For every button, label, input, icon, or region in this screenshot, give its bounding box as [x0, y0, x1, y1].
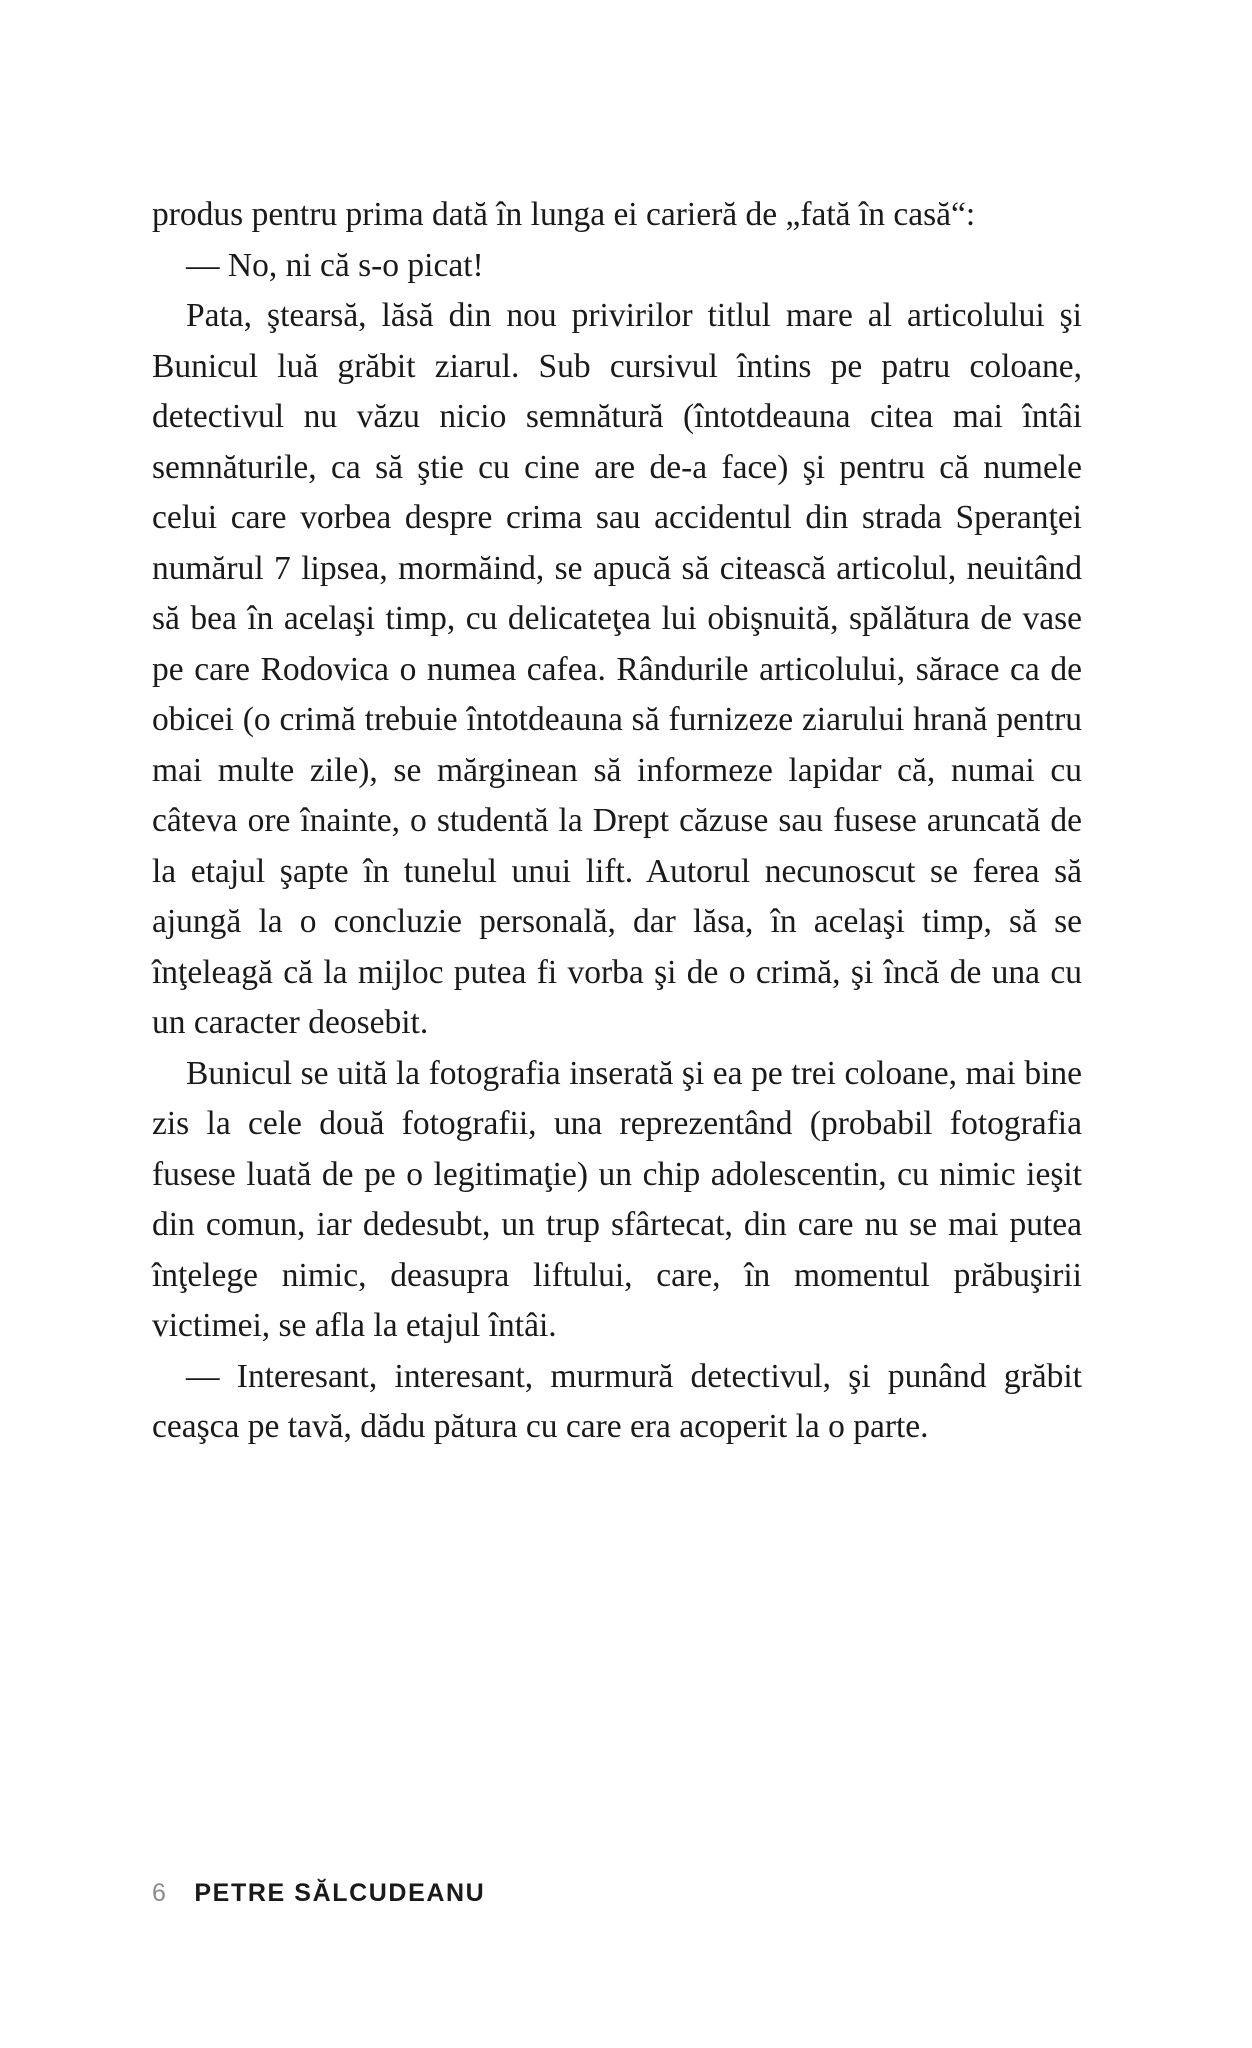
- paragraph: produs pentru prima dată în lunga ei carieră de „fată în casă“:: [152, 196, 976, 233]
- paragraph: Pata, ştearsă, lăsă din nou privirilor titlul mare al articolului şi Bunicul luă grăbit ziarul. Sub cursivul întins pe patru coloane, detectivul nu văzu nicio semnătură (întotdeauna citea mai întâi semnăturile, ca să ştie cu cine are de-a face) şi pentru că numele celui care vorbea despre crima sau accidentul din strada Speranţei numărul 7 lipsea, mormăind, se apucă să citească articolul, neuitând să bea în acelaşi timp, cu delicateţea lui obişnuită, spălătura de vase pe care Rodovica o numea cafea. Rândurile articolului, sărace ca de obicei (o crimă trebuie întotdeauna să furnizeze ziarului hrană pentru mai multe zile), se mărginean să informeze lapidar că, numai cu câteva ore înainte, o studentă la Drept căzuse sau fusese aruncată de la etajul şapte în tunelul unui lift. Autorul necunoscut se ferea să ajungă la o concluzie personală, dar lăsa, în acelaşi timp, să se înţeleagă că la mijloc putea fi vorba şi de o crimă, şi încă de una cu un caracter deosebit.: [152, 297, 1082, 1041]
- paragraph: Bunicul se uită la fotografia inserată şi ea pe trei coloane, mai bine zis la cele două fotografii, una reprezentând (probabil fotografia fusese luată de pe o legitimaţie) un chip adolescentin, cu nimic ieşit din comun, iar dedesubt, un trup sfârtecat, din care nu se mai putea înţelege nimic, deasupra liftului, care, în momentul prăbuşirii victimei, se afla la etajul întâi.: [152, 1054, 1082, 1344]
- page-footer: [152, 1879, 485, 1908]
- page-number: 6: [152, 1879, 167, 1907]
- paragraph: — No, ni că s-o picat!: [186, 246, 484, 284]
- running-head: PETRE SĂLCUDEANU: [194, 1879, 486, 1907]
- paragraph: — Interesant, interesant, murmură detectivul, şi punând grăbit ceaşca pe tavă, dădu pătura cu care era acoperit la o parte.: [152, 1357, 1082, 1445]
- body-text: [152, 190, 1082, 1453]
